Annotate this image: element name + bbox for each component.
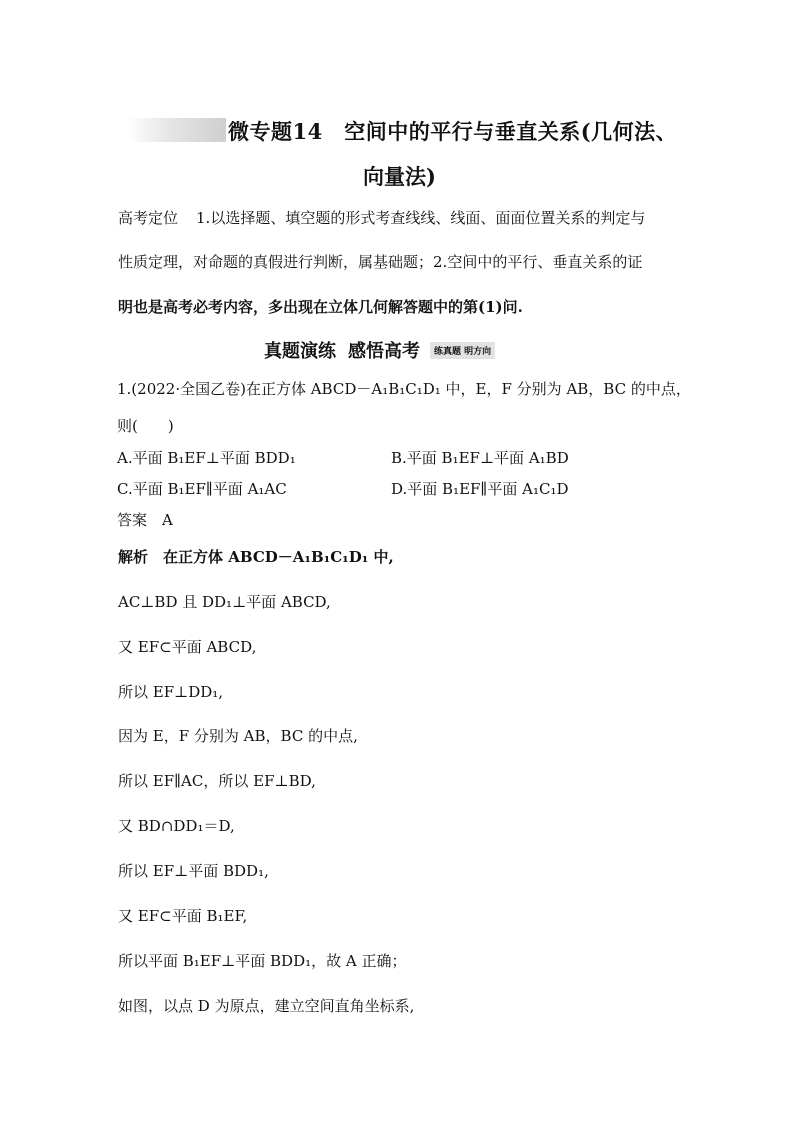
intro-label: 高考定位 [118,209,179,227]
solution-line-9: 又 EF⊂平面 B₁EF, [118,907,248,925]
intro-line-3: 明也是高考必考内容，多出现在立体几何解答题中的第(1)问. [118,298,523,316]
option-d: D.平面 B₁EF∥平面 A₁C₁D [391,480,569,498]
solution-line-1: 解析 在正方体 ABCD－A₁B₁C₁D₁ 中, [118,548,394,566]
solution-line-7: 又 BD∩DD₁＝D, [118,817,235,835]
section-tag: 练真题 明方向 [430,342,495,359]
solution-line-10: 所以平面 B₁EF⊥平面 BDD₁，故 A 正确； [118,952,407,970]
intro-line-1 [118,207,645,228]
section-heading-a: 真题演练 [264,341,336,362]
solution-line-8: 所以 EF⊥平面 BDD₁, [118,862,269,880]
option-b: B.平面 B₁EF⊥平面 A₁BD [391,449,569,467]
question-stem-line-2: 则( ) [117,417,174,435]
section-heading [264,337,495,363]
question-stem-line-1: 1.(2022·全国乙卷)在正方体 ABCD－A₁B₁C₁D₁ 中，E，F 分别为 AB，BC 的中点， [117,380,691,398]
solution-line-2: AC⊥BD 且 DD₁⊥平面 ABCD, [118,593,331,611]
solution-line-4: 所以 EF⊥DD₁, [118,683,224,701]
solution-line-3: 又 EF⊂平面 ABCD, [118,638,257,656]
option-c: C.平面 B₁EF∥平面 A₁AC [117,480,287,498]
solution-line-11: 如图，以点 D 为原点，建立空间直角坐标系, [118,997,415,1015]
page-title-line-1: 微专题14 空间中的平行与垂直关系(几何法、 [228,119,678,144]
page-title-line-2: 向量法) [363,164,436,189]
solution-line-6: 所以 EF∥AC，所以 EF⊥BD, [118,772,316,790]
solution-line-5: 因为 E，F 分别为 AB，BC 的中点, [118,727,358,745]
title-decoration-bar [128,118,226,142]
option-a: A.平面 B₁EF⊥平面 BDD₁ [117,449,296,467]
intro-line-2: 性质定理，对命题的真假进行判断，属基础题；2.空间中的平行、垂直关系的证 [118,253,643,271]
intro-text-1: 1.以选择题、填空题的形式考查线线、线面、面面位置关系的判定与 [196,209,646,227]
answer-line: 答案 A [117,511,173,529]
section-heading-text [264,337,420,363]
section-heading-b: 感悟高考 [348,341,420,362]
